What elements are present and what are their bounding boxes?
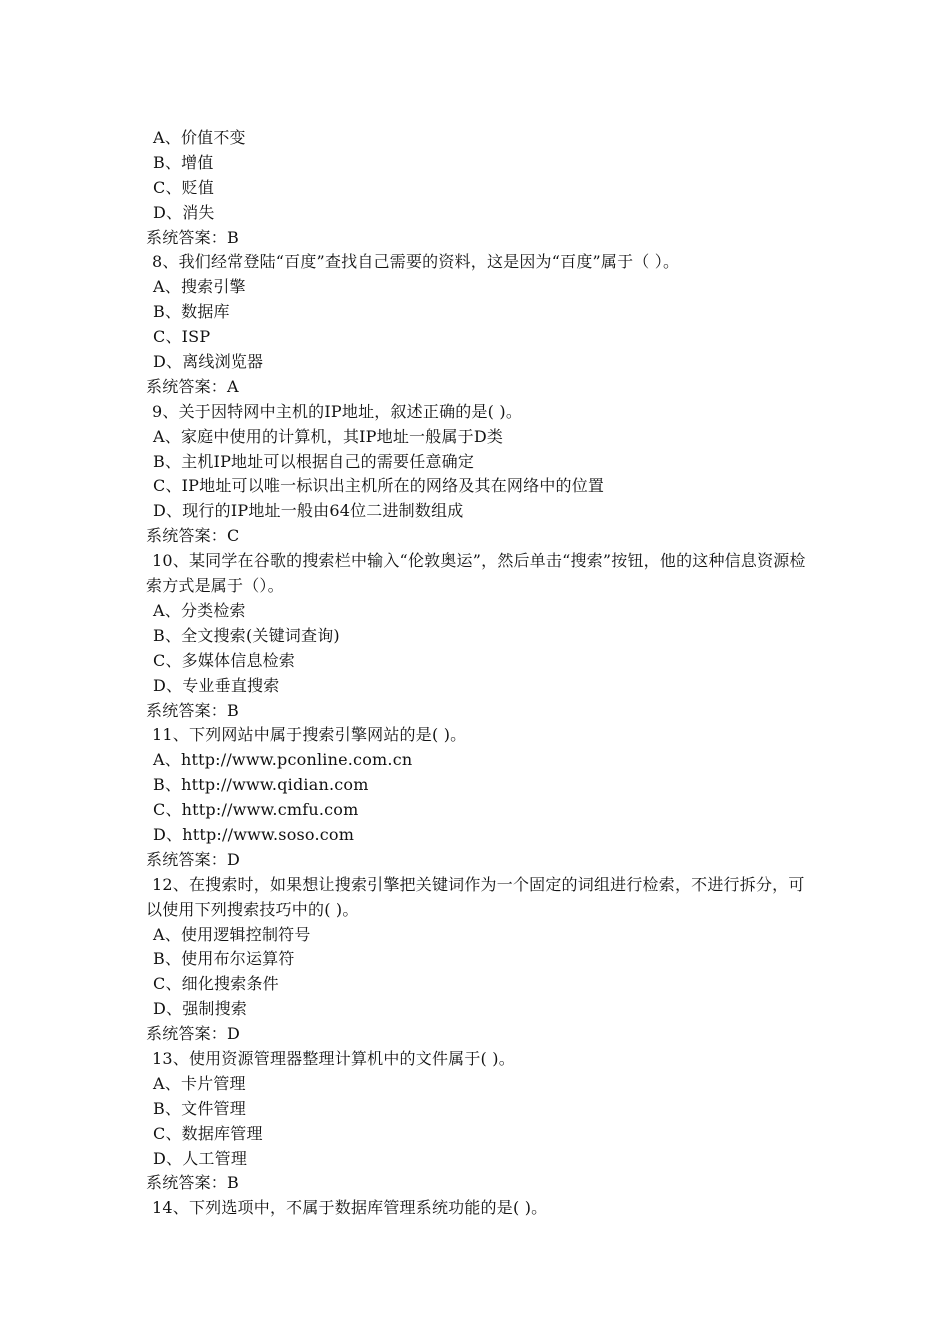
answer-option: D、强制搜索 [153,999,248,1019]
answer-option: D、人工管理 [153,1148,248,1168]
answer-option: A、价值不变 [153,128,246,147]
system-answer: 系统答案：B [146,227,239,247]
document-page [146,126,826,1221]
answer-option: D、消失 [153,202,215,222]
answer-option: B、使用布尔运算符 [153,949,295,969]
answer-option: C、ISP [153,327,211,347]
answer-option: A、分类检索 [153,600,246,620]
question-text: 12、在搜索时，如果想让搜索引擎把关键词作为一个固定的词组进行检索，不进行拆分，可以使用下列搜索技巧中的( )。 [146,874,805,919]
answer-option: A、http://www.pconline.com.cn [153,750,413,770]
answer-option: A、搜索引擎 [153,277,246,297]
question-text: 8、我们经常登陆“百度”查找自己需要的资料，这是因为“百度”属于（ ）。 [152,252,680,272]
system-answer: 系统答案：D [146,1024,241,1044]
answer-option: A、使用逻辑控制符号 [153,924,311,944]
answer-option: C、http://www.cmfu.com [153,800,359,820]
answer-option: D、离线浏览器 [153,352,264,372]
answer-option: D、现行的IP地址一般由64位二进制数组成 [153,501,464,521]
question-text: 9、关于因特网中主机的IP地址，叙述正确的是( )。 [152,401,523,421]
question-text: 14、下列选项中，不属于数据库管理系统功能的是( )。 [152,1198,548,1218]
answer-option: B、全文搜索(关键词查询) [153,625,340,645]
system-answer: 系统答案：B [146,1173,239,1193]
answer-option: B、主机IP地址可以根据自己的需要任意确定 [153,451,475,471]
answer-option: C、贬值 [153,177,215,197]
answer-option: B、http://www.qidian.com [153,775,369,795]
answer-option: D、http://www.soso.com [153,824,355,844]
answer-option: C、细化搜索条件 [153,974,279,994]
question-text: 10、某同学在谷歌的搜索栏中输入“伦敦奥运”，然后单击“搜索”按钮，他的这种信息资源检索方式是属于（）。 [146,551,806,596]
answer-option: A、卡片管理 [153,1073,246,1093]
answer-option: B、数据库 [153,302,230,322]
answer-option: D、专业垂直搜索 [153,675,280,695]
answer-option: A、家庭中使用的计算机，其IP地址一般属于D类 [153,426,504,446]
system-answer: 系统答案：C [146,526,240,546]
question-text: 13、使用资源管理器整理计算机中的文件属于( )。 [152,1049,515,1069]
system-answer: 系统答案：A [146,376,239,396]
answer-option: B、文件管理 [153,1098,246,1118]
system-answer: 系统答案：D [146,849,241,869]
question-text: 11、下列网站中属于搜索引擎网站的是( )。 [152,725,467,745]
answer-option: B、增值 [153,152,214,172]
system-answer: 系统答案：B [146,700,239,720]
answer-option: C、数据库管理 [153,1123,263,1143]
answer-option: C、多媒体信息检索 [153,650,296,670]
answer-option: C、IP地址可以唯一标识出主机所在的网络及其在网络中的位置 [153,476,605,496]
